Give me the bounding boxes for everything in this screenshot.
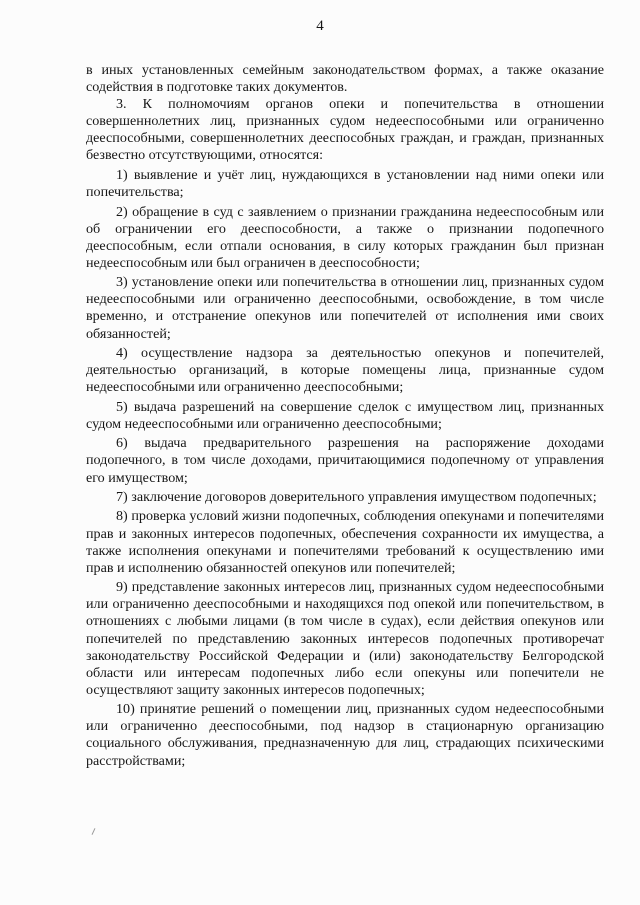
- list-item-10: 10) принятие решений о помещении лиц, признанных судом недееспособными или ограниченно дееспособными, под надзор в стационарную организацию социального обслуживания, предназначенную для лиц, страдающих психическими расстройствами;: [86, 701, 604, 769]
- page-number: 4: [316, 18, 324, 34]
- document-body: [86, 62, 604, 770]
- paragraph-continuation: в иных установленных семейным законодательством формах, а также оказание содействия в подготовке таких документов.: [86, 62, 604, 96]
- list-item-6: 6) выдача предварительного разрешения на распоряжение доходами подопечного, в том числе доходами, причитающимися подопечному от управления его имуществом;: [86, 435, 604, 486]
- scan-artifact: [92, 828, 96, 835]
- list-item-3: 3) установление опеки или попечительства в отношении лиц, признанных судом недееспособными или ограниченно дееспособными, освобождение, в том числе временно, и отстранение опекунов или попечителей от исполнения ими своих обязанностей;: [86, 274, 604, 342]
- list-item-8: 8) проверка условий жизни подопечных, соблюдения опекунами и попечителями прав и законных интересов подопечных, обеспечения сохранности их имущества, а также исполнения опекунами и попечителями требований к осуществлению ими прав и исполнению обязанностей опекунов или попечителей;: [86, 508, 604, 576]
- list-item-4: 4) осуществление надзора за деятельностью опекунов и попечителей, деятельностью организаций, в которые помещены лица, признанные судом недееспособными или ограниченно дееспособными;: [86, 345, 604, 396]
- list-item-9: 9) представление законных интересов лиц, признанных судом недееспособными или ограниченно дееспособными и находящихся под опекой или попечительством, в отношениях с любыми лицами (в том числе в судах), если действия опекунов или попечителей по представлению законных интересов подопечных противоречат законодательству Российской Федерации и (или) законодательству Белгородской области или интересам подопечных либо если опекуны или попечители не осуществляют защиту законных интересов подопечных;: [86, 579, 604, 698]
- paragraph-section-3-intro: 3. К полномочиям органов опеки и попечительства в отношении совершеннолетних лиц, признанных судом недееспособными или ограниченно дееспособными, совершеннолетних дееспособных граждан, и граждан, признанных безвестно отсутствующими, относятся:: [86, 96, 604, 164]
- list-item-1: 1) выявление и учёт лиц, нуждающихся в установлении над ними опеки или попечительства;: [86, 166, 604, 201]
- list-item-2: 2) обращение в суд с заявлением о признании гражданина недееспособным или об ограничении его дееспособности, а также о признании подопечного дееспособным, если отпали основания, в силу которых гражданин был признан недееспособным или был ограничен в дееспособности;: [86, 203, 604, 271]
- list-item-5: 5) выдача разрешений на совершение сделок с имуществом лиц, признанных судом недееспособными или ограниченно дееспособными;: [86, 398, 604, 432]
- list-item-7: 7) заключение договоров доверительного управления имуществом подопечных;: [116, 488, 597, 505]
